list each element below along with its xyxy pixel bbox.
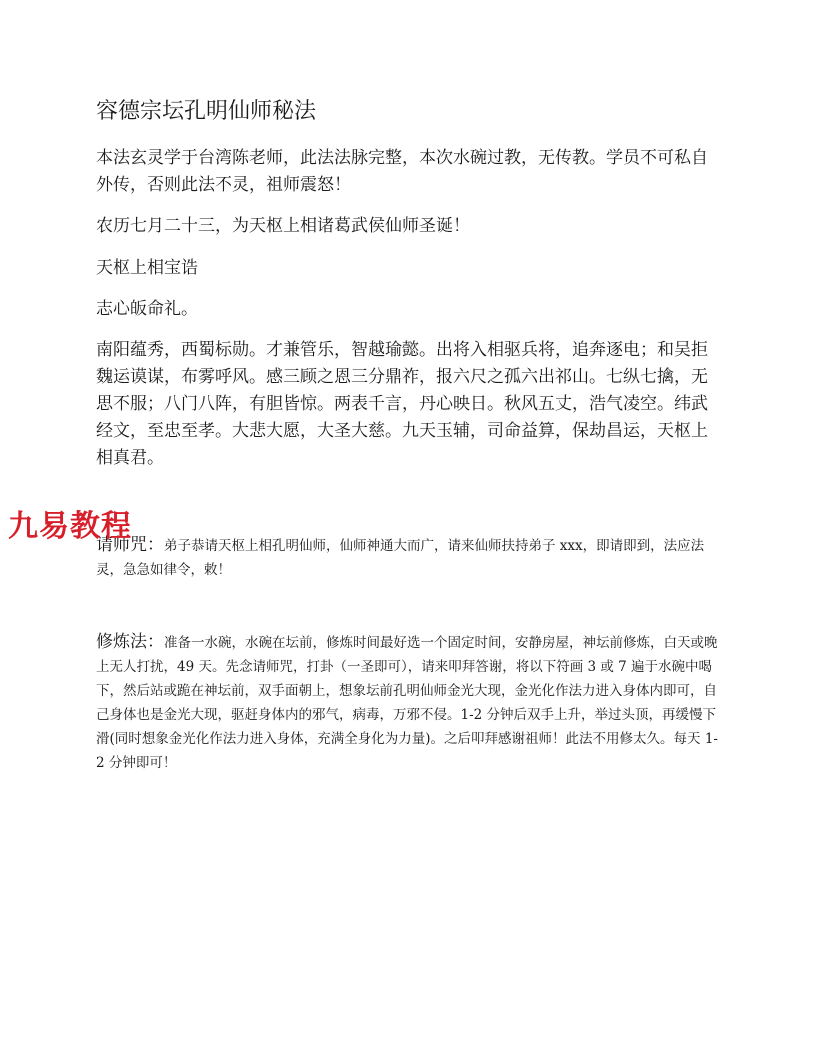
practice-paragraph [96,630,720,775]
invocation-text: 弟子恭请天枢上相孔明仙师，仙师神通大而广，请来仙师扶持弟子 xxx，即请即到，法应法灵，急急如律令，敕！ [96,538,705,578]
intro-paragraph: 本法玄灵学于台湾陈老师，此法法脉完整，本次水碗过教，无传教。学员不可私自外传，否则此法不灵，祖师震怒！ [96,148,708,195]
birthday-paragraph: 农历七月二十三，为天枢上相诸葛武侯仙师圣诞！ [96,216,470,236]
practice-text: 准备一水碗，水碗在坛前，修炼时间最好选一个固定时间，安静房屋，神坛前修炼，白天或晚上无人打扰，49 天。先念请师咒，打卦（一圣即可），请来叩拜答谢，将以下符画 3 或 7 遍于水碗中喝下，然后站或跪在神坛前，双手面朝上，想象坛前孔明仙师金光大现，金光化作法力进入身体内即可，自己身体也是金光大现，驱赶身体内的邪气，病毒，万邪不侵。1-2 分钟后双手上升，举过头顶，再缓慢下滑(同时想象金光化作法力进入身体，充满全身化为力量)。之后叩拜感谢祖师！此法不用修太久。每天 1-2 分钟即可！ [96,635,718,771]
eulogy-paragraph: 南阳蕴秀，西蜀标勋。才兼管乐，智越瑜懿。出将入相驱兵将，追奔逐电；和吴拒魏运谟谋，布雾呼风。感三顾之恩三分鼎祚，报六尺之孤六出祁山。七纵七擒，无思不服；八门八阵，有胆皆惊。两表千言，丹心映日。秋风五丈，浩气凌空。纬武经文，至忠至孝。大悲大愿，大圣大慈。九天玉辅，司命益算，保劫昌运，天枢上相真君。 [96,340,708,468]
watermark-logo: 九易教程 [8,509,132,544]
section-heading: 天枢上相宝诰 [96,258,198,278]
invocation-paragraph [96,533,720,582]
salutation-paragraph: 志心皈命礼。 [96,299,198,319]
document-title: 容德宗坛孔明仙师秘法 [96,99,317,124]
invocation-label: 请师咒： [96,535,164,555]
practice-label: 修炼法： [96,632,164,652]
